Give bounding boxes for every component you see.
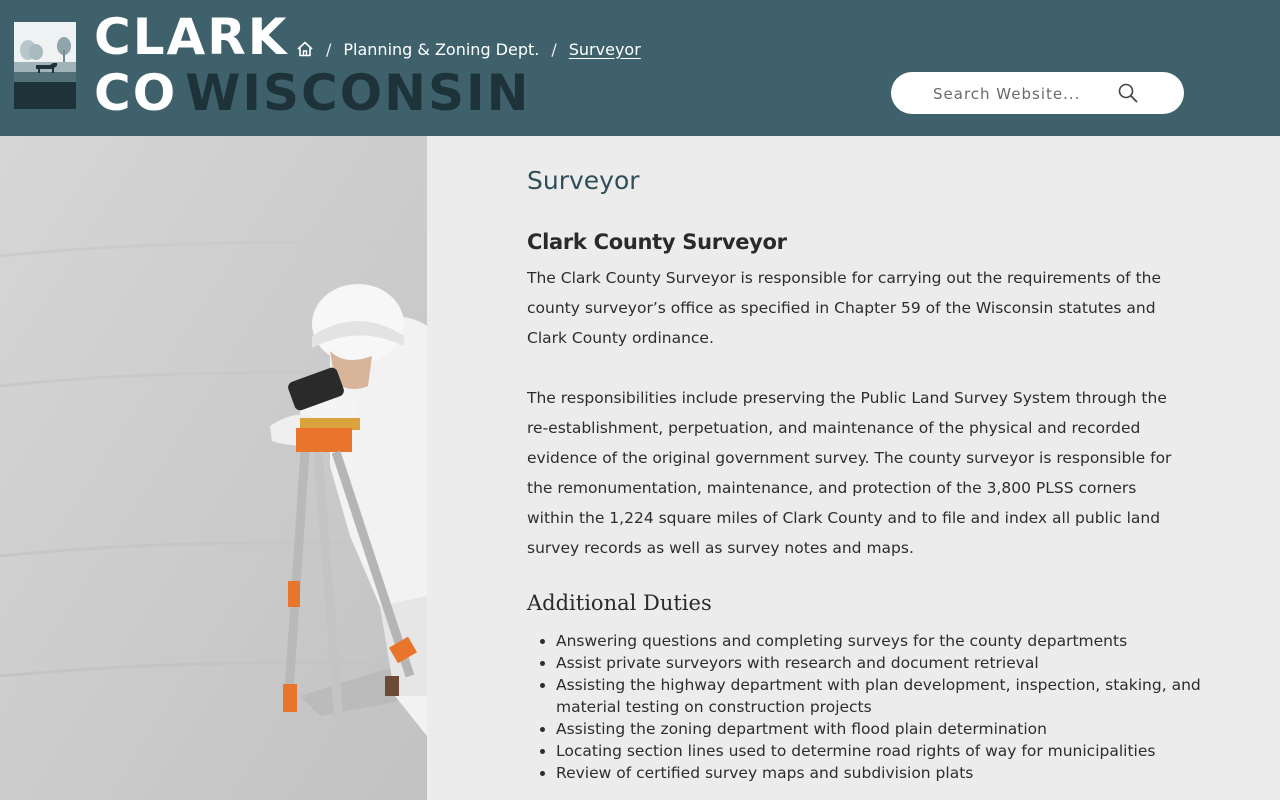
county-logo-icon bbox=[14, 22, 76, 109]
page-title: Surveyor bbox=[527, 166, 640, 195]
logo-text-clark: CLARK bbox=[94, 8, 289, 66]
search-icon bbox=[1117, 82, 1139, 104]
surveyor-photo-illustration bbox=[0, 136, 427, 800]
logo-text-co-wisconsin bbox=[94, 62, 530, 124]
intro-paragraph: The Clark County Surveyor is responsible for carrying out the requirements of the county surveyor’s office as specified in Chapter 59 of the Wisconsin statutes and Clark County ordinance. bbox=[527, 269, 1162, 347]
responsibilities-paragraph: The responsibilities include preserving the Public Land Survey System through the re-establishment, perpetuation, and maintenance of the physical and recorded evidence of the original government survey. The county surveyor is responsible for the remonumentation, maintenance, and protection of the 3,800 PLSS corners within the 1,224 square miles of Clark County and to file and index all public land survey records as well as survey notes and maps. bbox=[527, 389, 1172, 557]
list-item: • Assisting the zoning department with flood plain determination bbox=[556, 718, 1206, 740]
search-box bbox=[891, 72, 1184, 114]
home-icon[interactable] bbox=[296, 40, 314, 58]
list-item: • Locating section lines used to determine road rights of way for municipalities bbox=[556, 740, 1206, 762]
list-item: • Assist private surveyors with research and document retrieval bbox=[556, 652, 1206, 674]
logo-text-wisconsin: WISCONSIN bbox=[185, 64, 531, 122]
breadcrumb-planning-zoning[interactable]: Planning & Zoning Dept. bbox=[343, 39, 540, 59]
duties-title: Additional Duties bbox=[527, 591, 712, 615]
search-input[interactable] bbox=[931, 80, 1135, 108]
duties-list bbox=[527, 630, 1206, 784]
list-item: • Review of certified survey maps and subdivision plats bbox=[556, 762, 1206, 784]
breadcrumb bbox=[296, 36, 641, 62]
breadcrumb-separator: / bbox=[551, 39, 557, 59]
site-header bbox=[0, 0, 1280, 136]
breadcrumb-surveyor[interactable]: Surveyor bbox=[568, 39, 641, 59]
logo-text-co: CO bbox=[94, 64, 178, 122]
list-item: • Answering questions and completing surveys for the county departments bbox=[556, 630, 1206, 652]
search-button[interactable] bbox=[1117, 82, 1139, 104]
hero-image-surveyor bbox=[0, 136, 427, 800]
breadcrumb-separator: / bbox=[326, 39, 332, 59]
site-logo-link[interactable] bbox=[0, 0, 540, 136]
section-title: Clark County Surveyor bbox=[527, 230, 787, 254]
list-item: • Assisting the highway department with plan development, inspection, staking, and material testing on construction projects bbox=[556, 674, 1206, 718]
